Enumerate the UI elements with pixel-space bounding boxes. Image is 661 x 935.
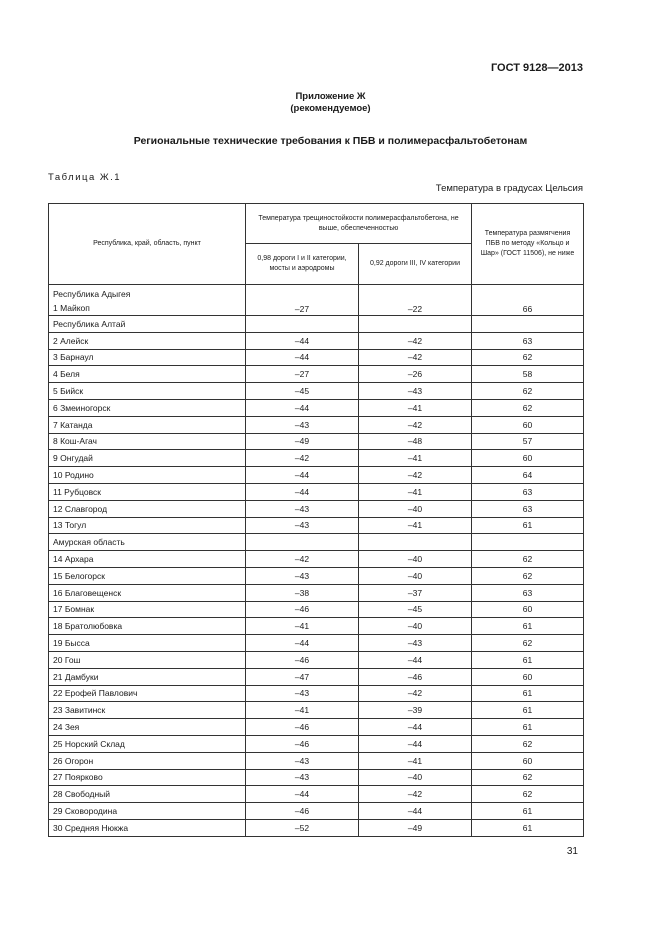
value-t98: –44	[246, 483, 359, 500]
location-name: 12 Славгород	[49, 500, 246, 517]
value-t92: –49	[359, 819, 472, 836]
location-name: 20 Гош	[49, 651, 246, 668]
table-row	[49, 752, 584, 769]
location-name: 10 Родино	[49, 467, 246, 484]
value-soft: 63	[472, 332, 584, 349]
value-soft: 62	[472, 769, 584, 786]
value-soft: 62	[472, 383, 584, 400]
value-t98: –49	[246, 433, 359, 450]
section-label: Амурская область	[49, 534, 246, 551]
value-t92: –44	[359, 735, 472, 752]
value-t92: –41	[359, 483, 472, 500]
empty-cell	[472, 316, 584, 333]
value-t92: –22	[359, 285, 472, 316]
value-soft: 62	[472, 399, 584, 416]
value-t92: –44	[359, 651, 472, 668]
empty-cell	[246, 534, 359, 551]
appendix-label: Приложение Ж	[295, 91, 366, 102]
page-number: 31	[566, 846, 578, 857]
location-name: 1 Майкоп	[53, 303, 90, 313]
value-t98: –27	[246, 285, 359, 316]
value-t98: –47	[246, 668, 359, 685]
value-t98: –44	[246, 467, 359, 484]
appendix-heading	[0, 91, 661, 115]
value-soft: 66	[472, 285, 584, 316]
table-row	[49, 635, 584, 652]
value-t92: –37	[359, 584, 472, 601]
table-row	[49, 433, 584, 450]
table-row	[49, 735, 584, 752]
value-t98: –43	[246, 769, 359, 786]
table-label: Таблица Ж.1	[48, 172, 122, 183]
value-t98: –42	[246, 450, 359, 467]
table-row	[49, 601, 584, 618]
value-t98: –44	[246, 399, 359, 416]
location-name: 21 Дамбуки	[49, 668, 246, 685]
value-t92: –44	[359, 803, 472, 820]
value-t92: –41	[359, 450, 472, 467]
value-t92: –43	[359, 635, 472, 652]
header-crack-temperature: Температура трещиностойкости полимерасфальтобетона, не выше, обеспеченностью	[246, 204, 472, 244]
table-row	[49, 803, 584, 820]
value-soft: 62	[472, 551, 584, 568]
value-t92: –42	[359, 786, 472, 803]
value-t98: –46	[246, 735, 359, 752]
table-row	[49, 517, 584, 534]
value-soft: 62	[472, 735, 584, 752]
table-body	[49, 285, 584, 837]
location-name: 15 Белогорск	[49, 567, 246, 584]
value-soft: 61	[472, 618, 584, 635]
empty-cell	[359, 316, 472, 333]
table-row	[49, 450, 584, 467]
value-t92: –39	[359, 702, 472, 719]
location-name: 29 Сковородина	[49, 803, 246, 820]
value-t98: –45	[246, 383, 359, 400]
location-name: 7 Катанда	[49, 416, 246, 433]
value-t92: –40	[359, 500, 472, 517]
value-t92: –40	[359, 618, 472, 635]
table-row	[49, 483, 584, 500]
table-row	[49, 500, 584, 517]
value-t98: –44	[246, 635, 359, 652]
value-soft: 61	[472, 719, 584, 736]
table-row	[49, 366, 584, 383]
value-t92: –41	[359, 752, 472, 769]
location-name: 3 Барнаул	[49, 349, 246, 366]
appendix-status: (рекомендуемое)	[290, 103, 371, 114]
value-t92: –45	[359, 601, 472, 618]
value-t98: –43	[246, 752, 359, 769]
location-name: 28 Свободный	[49, 786, 246, 803]
value-t98: –43	[246, 517, 359, 534]
value-t98: –38	[246, 584, 359, 601]
value-t98: –43	[246, 500, 359, 517]
value-t98: –46	[246, 651, 359, 668]
value-t98: –43	[246, 416, 359, 433]
table-row	[49, 349, 584, 366]
value-t98: –44	[246, 332, 359, 349]
location-name: 18 Братолюбовка	[49, 618, 246, 635]
location-name: 17 Бомнак	[49, 601, 246, 618]
value-soft: 62	[472, 786, 584, 803]
empty-cell	[472, 534, 584, 551]
value-soft: 60	[472, 450, 584, 467]
value-t98: –46	[246, 803, 359, 820]
table-row	[49, 383, 584, 400]
empty-cell	[359, 534, 472, 551]
header-softening-temperature: Температура размягчения ПБВ по методу «Кольцо и Шар» (ГОСТ 11506), не ниже	[472, 204, 584, 285]
value-soft: 61	[472, 651, 584, 668]
value-t92: –42	[359, 349, 472, 366]
location-name: 26 Огорон	[49, 752, 246, 769]
value-t98: –44	[246, 786, 359, 803]
location-name: 16 Благовещенск	[49, 584, 246, 601]
location-name: 11 Рубцовск	[49, 483, 246, 500]
value-soft: 60	[472, 416, 584, 433]
value-soft: 60	[472, 752, 584, 769]
value-t98: –44	[246, 349, 359, 366]
location-name: 24 Зея	[49, 719, 246, 736]
table-row	[49, 651, 584, 668]
value-t92: –48	[359, 433, 472, 450]
location-name: 6 Змеиногорск	[49, 399, 246, 416]
location-name: 2 Алейск	[49, 332, 246, 349]
value-t92: –44	[359, 719, 472, 736]
table-row	[49, 584, 584, 601]
value-t92: –41	[359, 399, 472, 416]
value-t92: –41	[359, 517, 472, 534]
value-t98: –46	[246, 719, 359, 736]
table-row	[49, 618, 584, 635]
location-name: 5 Бийск	[49, 383, 246, 400]
location-name: 30 Средняя Нюкжа	[49, 819, 246, 836]
requirements-table	[48, 203, 584, 837]
value-t98: –41	[246, 702, 359, 719]
value-soft: 61	[472, 702, 584, 719]
value-t98: –43	[246, 685, 359, 702]
section-label: Республика Алтай	[49, 316, 246, 333]
table-row	[49, 786, 584, 803]
location-name: 4 Беля	[49, 366, 246, 383]
value-t92: –26	[359, 366, 472, 383]
table-row	[49, 567, 584, 584]
value-t92: –40	[359, 567, 472, 584]
value-t92: –42	[359, 332, 472, 349]
value-t92: –46	[359, 668, 472, 685]
location-name: 27 Поярково	[49, 769, 246, 786]
table-row	[49, 332, 584, 349]
value-t98: –42	[246, 551, 359, 568]
value-t92: –40	[359, 769, 472, 786]
value-t98: –27	[246, 366, 359, 383]
value-t92: –40	[359, 551, 472, 568]
units-note: Температура в градусах Цельсия	[435, 183, 583, 194]
table-row	[49, 702, 584, 719]
value-t98: –52	[246, 819, 359, 836]
value-t92: –42	[359, 467, 472, 484]
value-soft: 63	[472, 584, 584, 601]
location-cell	[49, 285, 246, 316]
value-soft: 60	[472, 668, 584, 685]
value-t98: –43	[246, 567, 359, 584]
section-row	[49, 316, 584, 333]
table-row	[49, 551, 584, 568]
table-row	[49, 668, 584, 685]
location-name: 19 Бысса	[49, 635, 246, 652]
value-t92: –42	[359, 685, 472, 702]
value-soft: 63	[472, 483, 584, 500]
table-row	[49, 769, 584, 786]
location-name: 22 Ерофей Павлович	[49, 685, 246, 702]
section-row	[49, 534, 584, 551]
document-code: ГОСТ 9128—2013	[490, 62, 583, 74]
value-soft: 62	[472, 635, 584, 652]
header-probability-098: 0,98 дороги I и II категории, мосты и аэродромы	[246, 244, 359, 285]
value-t92: –42	[359, 416, 472, 433]
table-row	[49, 719, 584, 736]
region-label: Республика Адыгея	[53, 289, 131, 299]
value-soft: 61	[472, 803, 584, 820]
location-name: 9 Онгудай	[49, 450, 246, 467]
header-probability-092: 0,92 дороги III, IV категории	[359, 244, 472, 285]
location-name: 23 Завитинск	[49, 702, 246, 719]
table-row	[49, 685, 584, 702]
value-soft: 61	[472, 517, 584, 534]
table-row	[49, 285, 584, 316]
empty-cell	[246, 316, 359, 333]
table-row	[49, 416, 584, 433]
value-soft: 62	[472, 567, 584, 584]
table-row	[49, 819, 584, 836]
location-name: 8 Кош-Агач	[49, 433, 246, 450]
table-row	[49, 399, 584, 416]
value-soft: 64	[472, 467, 584, 484]
value-soft: 58	[472, 366, 584, 383]
value-soft: 57	[472, 433, 584, 450]
value-soft: 62	[472, 349, 584, 366]
location-name: 13 Тогул	[49, 517, 246, 534]
value-soft: 63	[472, 500, 584, 517]
value-soft: 61	[472, 685, 584, 702]
value-t98: –41	[246, 618, 359, 635]
appendix-title: Региональные технические требования к ПБВ и полимерасфальтобетонам	[133, 135, 528, 147]
value-t98: –46	[246, 601, 359, 618]
location-name: 25 Норский Склад	[49, 735, 246, 752]
header-location: Республика, край, область, пункт	[49, 204, 246, 285]
value-soft: 61	[472, 819, 584, 836]
table-row	[49, 467, 584, 484]
location-name: 14 Архара	[49, 551, 246, 568]
value-soft: 60	[472, 601, 584, 618]
value-t92: –43	[359, 383, 472, 400]
